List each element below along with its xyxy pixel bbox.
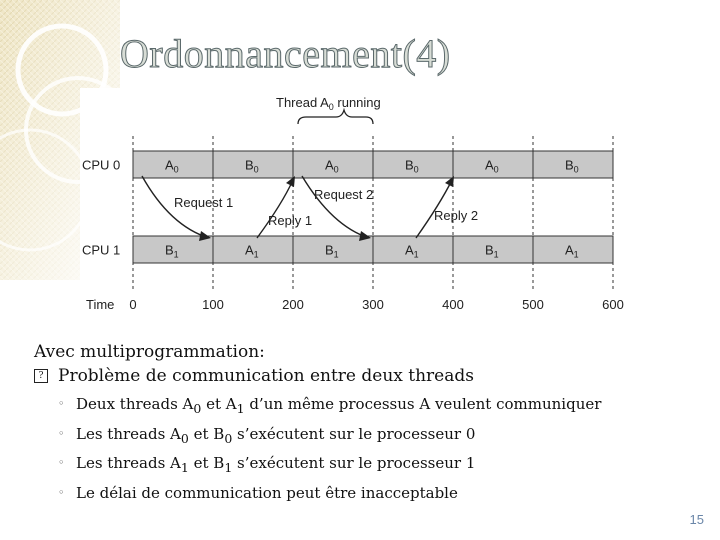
thread-label: $A_0$	[325, 157, 339, 175]
bullet-icon: ◦	[58, 485, 65, 499]
sub-points	[58, 392, 704, 505]
cpu-label: CPU 0	[82, 157, 121, 173]
checkbox-icon: ?	[34, 369, 48, 383]
slide-body	[34, 340, 704, 505]
thread-label: $B_1$	[165, 242, 179, 260]
main-point-text: Problème de communication entre deux threads	[58, 366, 474, 386]
reply-2-label: Reply 2	[434, 208, 479, 223]
time-axis-label: Time	[86, 297, 115, 312]
time-tick-label: 600	[602, 297, 624, 312]
thread-running-label: Thread $A_0$ running	[276, 95, 381, 112]
sub-point: ◦ Les threads $A_0$ et $B_0$ s’exécutent sur le processeur 0	[58, 422, 704, 452]
thread-label: $A_0$	[165, 157, 179, 175]
thread-label: $B_1$	[325, 242, 339, 260]
sub-point: ◦ Deux threads $A_0$ et $A_1$ d’un même processus A veulent communiquer	[58, 392, 704, 422]
thread-scheduling-figure	[80, 88, 640, 318]
thread-label: $A_1$	[245, 242, 259, 260]
request-2-label: Request 2	[314, 187, 374, 202]
bullet-icon: ◦	[58, 397, 65, 410]
cpu-label: CPU 1	[82, 242, 121, 258]
thread-label: $B_1$	[485, 242, 499, 260]
time-tick-label: 400	[442, 297, 464, 312]
thread-label: $B_0$	[245, 157, 259, 175]
page-number: 15	[689, 512, 704, 527]
main-point	[34, 364, 704, 388]
request-1-label: Request 1	[174, 195, 234, 210]
time-tick-label: 100	[202, 297, 224, 312]
time-tick-label: 500	[522, 297, 544, 312]
thread-label: $A_1$	[405, 242, 419, 260]
thread-label: $B_0$	[405, 157, 419, 175]
intro-text: Avec multiprogrammation:	[34, 342, 265, 362]
bullet-icon: ◦	[58, 426, 65, 440]
slide-title: Ordonnancement(4)	[120, 31, 451, 76]
sub-point: ◦ Les threads $A_1$ et $B_1$ s’exécutent sur le processeur 1	[58, 451, 704, 481]
bullet-icon: ◦	[58, 456, 65, 469]
thread-label: $A_0$	[485, 157, 499, 175]
time-tick-label: 200	[282, 297, 304, 312]
time-tick-label: 0	[129, 297, 137, 312]
sub-point: ◦ Le délai de communication peut être inacceptable	[58, 481, 704, 506]
thread-label: $B_0$	[565, 157, 579, 175]
thread-label: $A_1$	[565, 242, 579, 260]
reply-1-label: Reply 1	[268, 213, 313, 228]
time-tick-label: 300	[362, 297, 384, 312]
